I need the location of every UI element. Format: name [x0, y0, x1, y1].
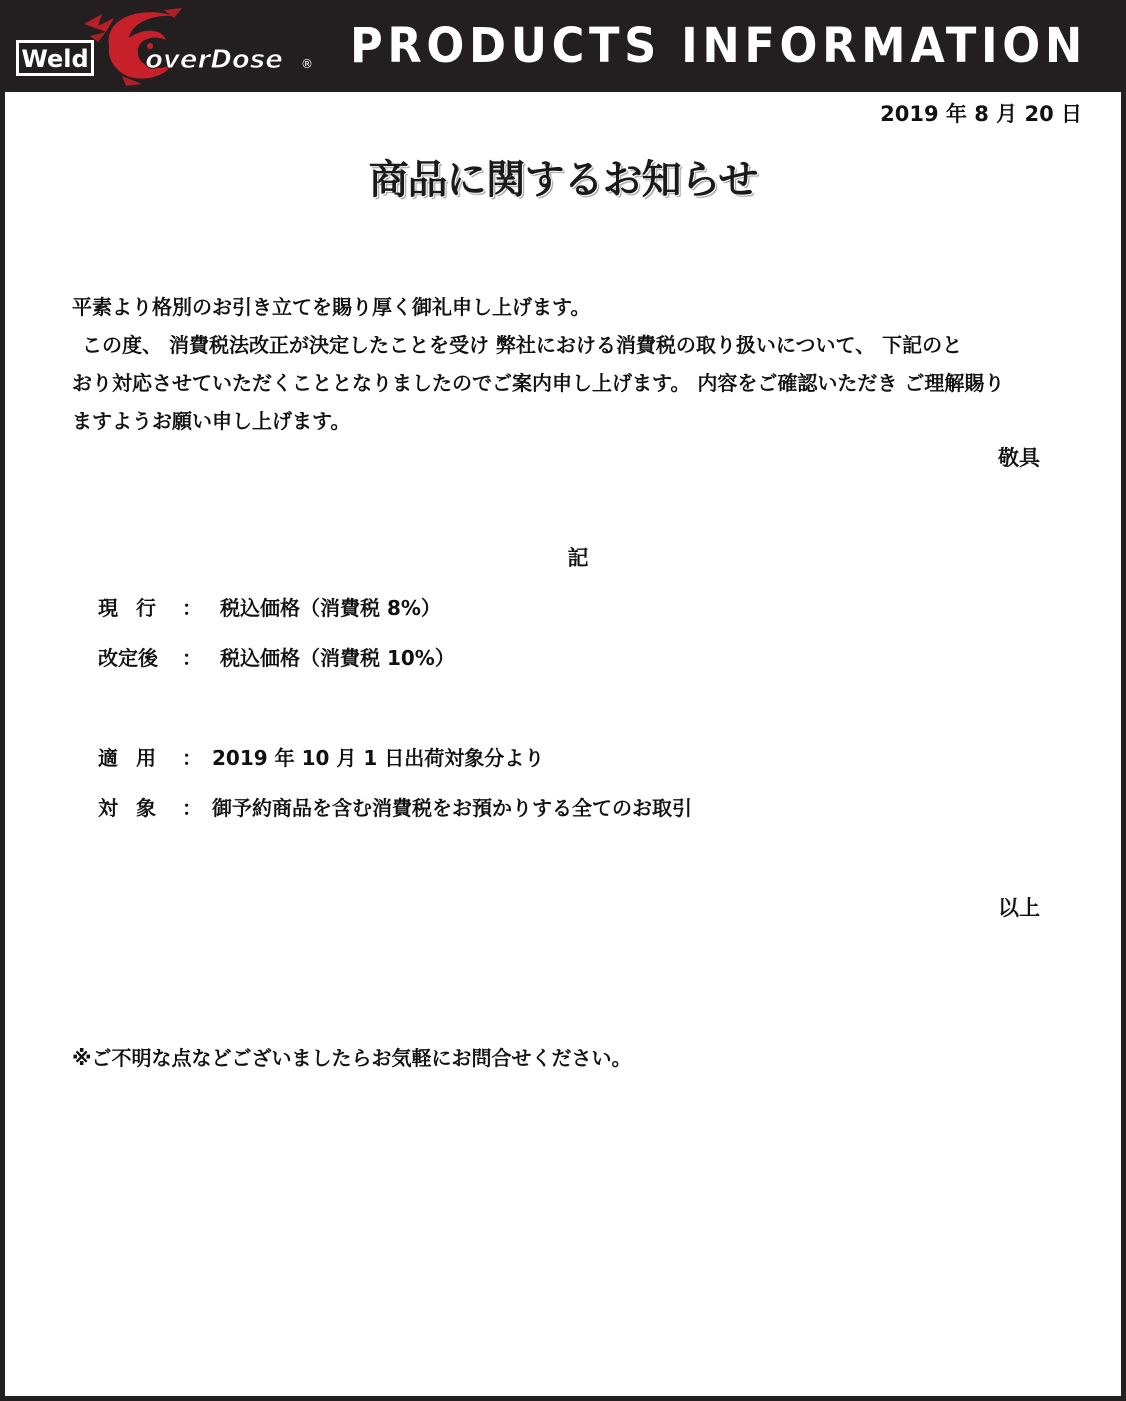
row-colon: ：	[182, 646, 202, 670]
row-label: 対象	[98, 796, 174, 820]
body-text	[72, 288, 1052, 440]
products-information-title: PRODUCTS INFORMATION	[350, 18, 1087, 74]
ki-heading: 記	[567, 546, 589, 570]
row-value: 税込価格（消費税 10%）	[220, 646, 455, 670]
price-row-current	[98, 592, 441, 621]
detail-row-application	[98, 742, 544, 771]
paragraph-line-3: ますようお願い申し上げます。	[72, 409, 351, 433]
row-label: 適用	[98, 746, 174, 770]
row-value: 2019 年 10 月 1 日出荷対象分より	[212, 746, 545, 770]
contact-note: ※ご不明な点などございましたらお気軽にお問合せください。	[72, 1046, 632, 1070]
row-colon: ：	[182, 746, 202, 770]
registered-mark: ®	[301, 57, 313, 71]
row-colon: ：	[182, 596, 202, 620]
ending-ijo: 以上	[998, 896, 1040, 920]
logo-overdose-text: overDose	[145, 45, 283, 75]
brand-logo[interactable]	[14, 6, 314, 86]
row-value: 御予約商品を含む消費税をお預かりする全てのお取引	[212, 796, 692, 820]
header-banner	[0, 0, 1126, 92]
detail-row-target	[98, 792, 692, 821]
price-row-revised	[98, 642, 455, 671]
row-label: 改定後	[98, 646, 158, 670]
row-label: 現行	[98, 596, 174, 620]
greeting-line: 平素より格別のお引き立てを賜り厚く御礼申し上げます。	[72, 295, 591, 319]
row-value: 税込価格（消費税 8%）	[220, 596, 441, 620]
document-title: 商品に関するお知らせ	[368, 157, 758, 203]
brand-logo-graphic	[14, 6, 314, 86]
paragraph-line-1: この度、 消費税法改正が決定したことを受け 弊社における消費税の取り扱いについて、 下記のと	[82, 333, 963, 357]
paragraph-line-2: おり対応させていただくこととなりましたのでご案内申し上げます。 内容をご確認いただき ご理解賜り	[72, 371, 1005, 395]
closing-keigu: 敬具	[998, 446, 1040, 470]
row-colon: ：	[182, 796, 202, 820]
issue-date: 2019 年 8 月 20 日	[880, 102, 1082, 126]
logo-weld-text: Weld	[21, 45, 89, 73]
